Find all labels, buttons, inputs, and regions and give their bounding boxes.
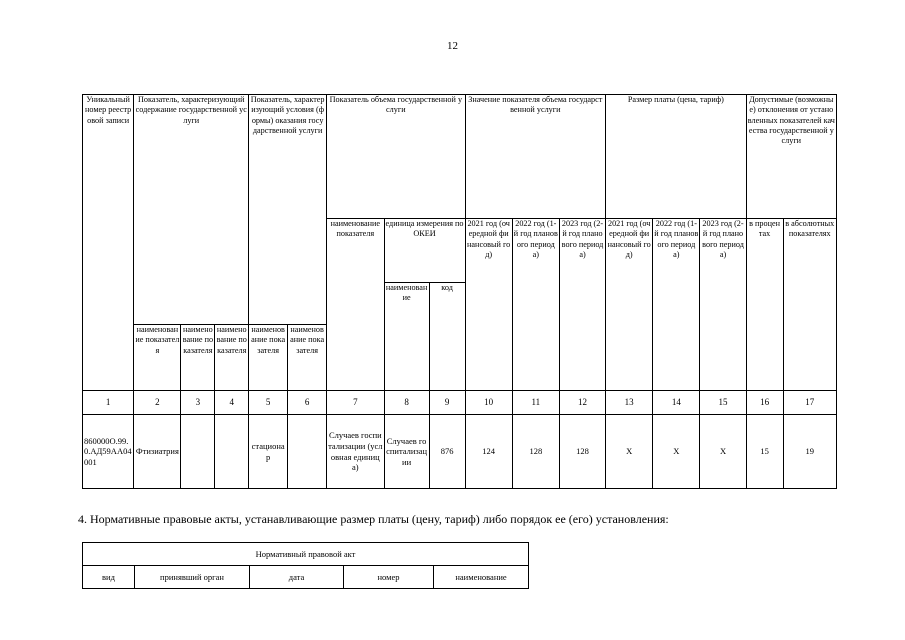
value-2021-cell: 124 bbox=[465, 415, 512, 489]
header-year-2022: 2022 год (1-й год планового периода) bbox=[512, 219, 559, 391]
header-fee-2021: 2021 год (очередной финансовый год) bbox=[606, 219, 653, 391]
content-indicator-2-cell bbox=[181, 415, 215, 489]
condition-indicator-1-cell: стационар bbox=[249, 415, 288, 489]
header-fee-2022: 2022 год (1-й год планового периода) bbox=[653, 219, 700, 391]
header-condition-indicator: Показатель, характеризующий условия (формы) оказания государственной услуги bbox=[249, 95, 327, 325]
column-number: 2 bbox=[134, 391, 181, 415]
header-sub-name-1: наименование показателя bbox=[134, 325, 181, 391]
header-deviation-absolute: в абсолютных показателях bbox=[783, 219, 836, 391]
column-number: 13 bbox=[606, 391, 653, 415]
column-number: 16 bbox=[746, 391, 783, 415]
header-volume-value: Значение показателя объема государственной услуги bbox=[465, 95, 606, 219]
value-2023-cell: 128 bbox=[559, 415, 605, 489]
column-header-type: вид bbox=[83, 566, 135, 589]
column-number: 7 bbox=[327, 391, 384, 415]
column-number: 6 bbox=[288, 391, 327, 415]
header-sub-name-4: наименование показателя bbox=[249, 325, 288, 391]
column-number: 4 bbox=[215, 391, 249, 415]
column-header-date: дата bbox=[250, 566, 344, 589]
condition-indicator-2-cell bbox=[288, 415, 327, 489]
column-number: 15 bbox=[700, 391, 746, 415]
column-number: 1 bbox=[83, 391, 134, 415]
header-fee-2023: 2023 год (2-й год планового периода) bbox=[700, 219, 746, 391]
column-number: 12 bbox=[559, 391, 605, 415]
header-content-indicator: Показатель, характеризующий содержание государственной услуги bbox=[134, 95, 249, 325]
header-indicator-name: наименование показателя bbox=[327, 219, 384, 391]
legal-act-title: Нормативный правовой акт bbox=[83, 543, 529, 566]
header-unit-okei: единица измерения по ОКЕИ bbox=[384, 219, 465, 283]
column-number: 14 bbox=[653, 391, 700, 415]
header-deviation-percent: в процентах bbox=[746, 219, 783, 391]
fee-2021-cell: Х bbox=[606, 415, 653, 489]
value-2022-cell: 128 bbox=[512, 415, 559, 489]
header-fee: Размер платы (цена, тариф) bbox=[606, 95, 747, 219]
column-number: 11 bbox=[512, 391, 559, 415]
column-number: 3 bbox=[181, 391, 215, 415]
legal-acts-table bbox=[82, 542, 529, 589]
section-4-heading: 4. Нормативные правовые акты, устанавливающие размер платы (цену, тариф) либо порядок ее (его) установления: bbox=[78, 512, 669, 526]
column-number: 10 bbox=[465, 391, 512, 415]
header-deviation: Допустимые (возможные) отклонения от установленных показателей качества государственной услуги bbox=[746, 95, 836, 219]
column-number: 9 bbox=[429, 391, 465, 415]
header-sub-name-2: наименование показателя bbox=[181, 325, 215, 391]
header-unit-code: код bbox=[429, 283, 465, 391]
column-number: 5 bbox=[249, 391, 288, 415]
content-indicator-3-cell bbox=[215, 415, 249, 489]
deviation-percent-cell: 15 bbox=[746, 415, 783, 489]
content-indicator-1-cell: Фтизиатрия bbox=[134, 415, 181, 489]
table-row bbox=[83, 415, 837, 489]
fee-2022-cell: Х bbox=[653, 415, 700, 489]
fee-2023-cell: Х bbox=[700, 415, 746, 489]
header-year-2023: 2023 год (2-й год планового периода) bbox=[559, 219, 605, 391]
unit-name-cell: Случаев госпитализации bbox=[384, 415, 429, 489]
deviation-absolute-cell: 19 bbox=[783, 415, 836, 489]
unit-code-cell: 876 bbox=[429, 415, 465, 489]
column-number: 8 bbox=[384, 391, 429, 415]
header-registry-number: Уникальный номер реестровой записи bbox=[83, 95, 134, 391]
column-header-authority: принявший орган bbox=[135, 566, 250, 589]
service-volume-table bbox=[82, 94, 837, 489]
page-number: 12 bbox=[447, 40, 458, 52]
column-number: 17 bbox=[783, 391, 836, 415]
column-header-name: наименование bbox=[434, 566, 529, 589]
volume-indicator-name-cell: Случаев госпитализации (условная единица) bbox=[327, 415, 384, 489]
header-unit-name: наименование bbox=[384, 283, 429, 391]
header-sub-name-3: наименование показателя bbox=[215, 325, 249, 391]
registry-id-cell: 860000О.99.0.АД59АА04001 bbox=[83, 415, 134, 489]
column-header-number: номер bbox=[344, 566, 434, 589]
header-year-2021: 2021 год (очередной финансовый год) bbox=[465, 219, 512, 391]
header-sub-name-5: наименование показателя bbox=[288, 325, 327, 391]
header-volume-indicator: Показатель объема государственной услуги bbox=[327, 95, 465, 219]
